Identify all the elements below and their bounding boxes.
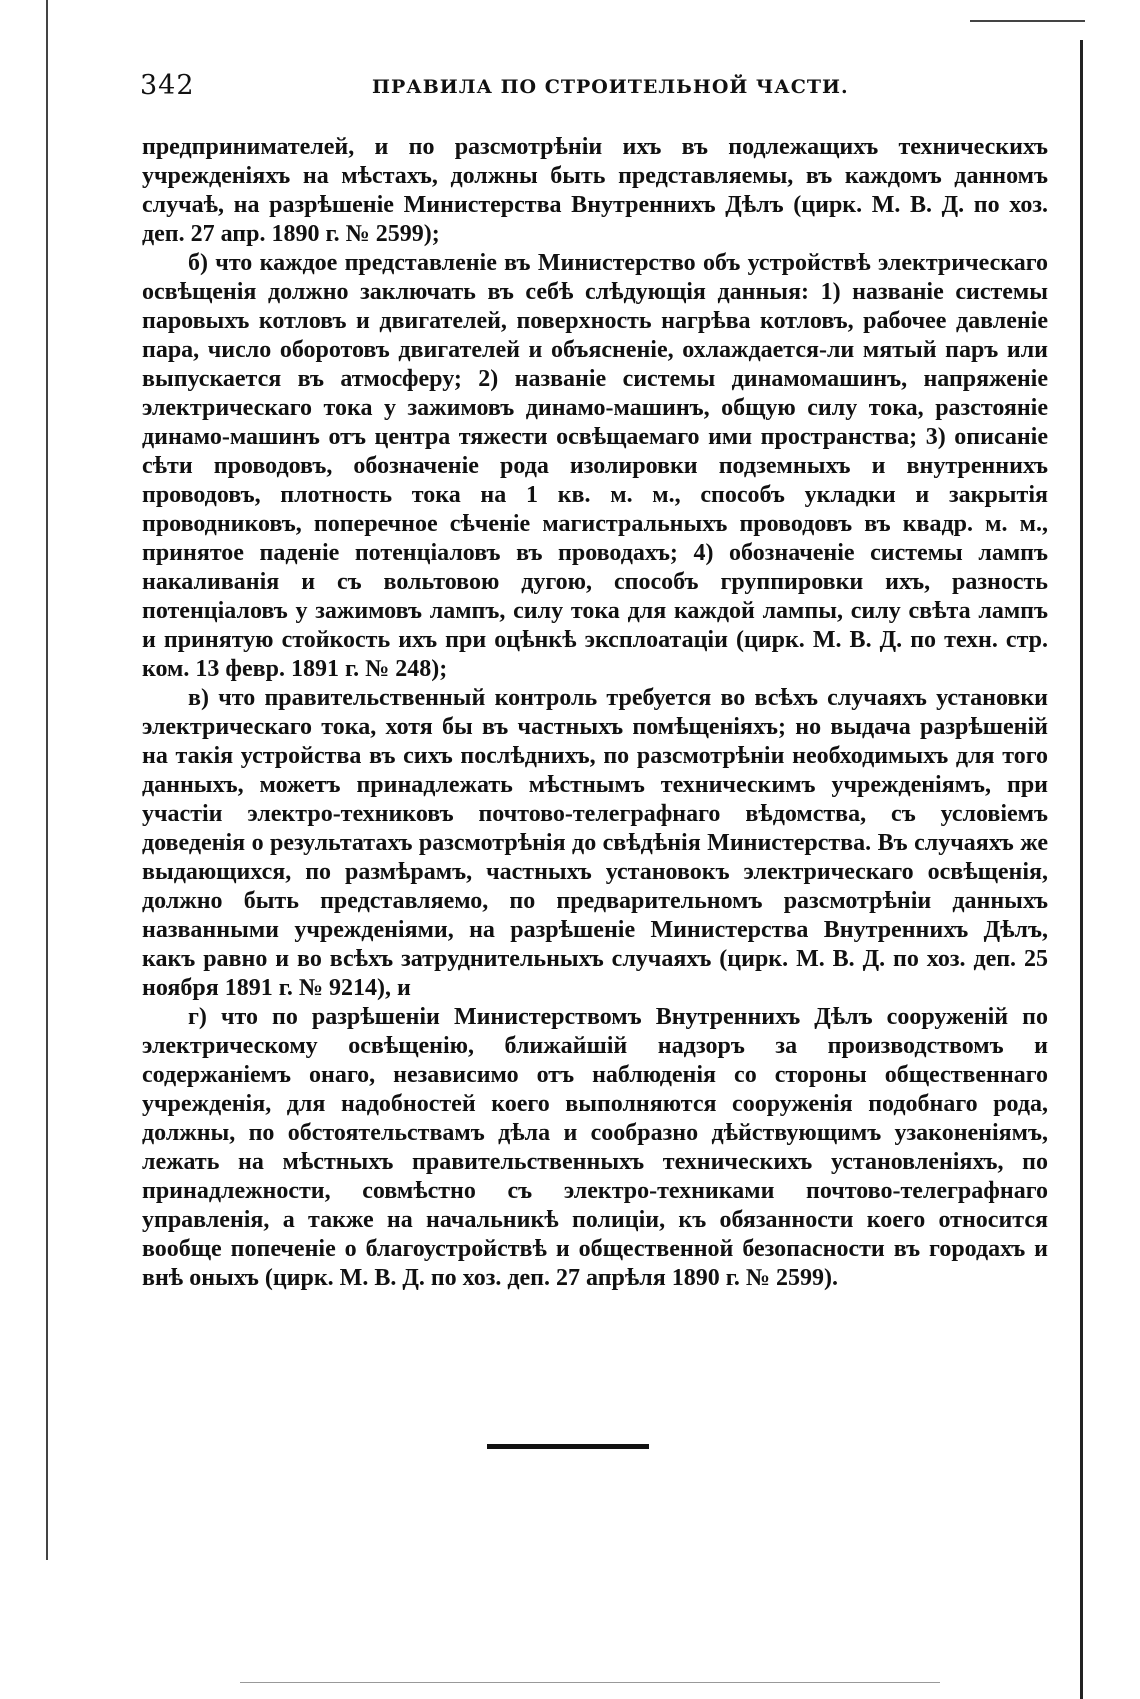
running-title: ПРАВИЛА ПО СТРОИТЕЛЬНОЙ ЧАСТИ. [372,76,849,98]
section-end-rule [487,1444,649,1449]
scan-edge-left [46,0,48,1560]
scan-edge-bottom [240,1682,940,1683]
scan-edge-right [1080,40,1083,1699]
page-number: 342 [140,70,195,101]
paragraph-g: г) что по разрѣшеніи Министерствомъ Внутреннихъ Дѣлъ сооруженій по электрическому освѣщенію, ближайшій надзоръ за производствомъ и содержаніемъ онаго, независимо отъ наблюденія со стороны общественнаго учрежденія, для надобностей коего выполняются сооруженія подобнаго рода, должны, по обстоятельствамъ дѣла и сообразно дѣйствующимъ узаконеніямъ, лежать на мѣстныхъ правительственныхъ техническихъ установленіяхъ, по принадлежности, совмѣстно съ электро-техниками почтово-телеграфнаго управленія, а также на начальникѣ полиціи, къ обязанности коего относится вообще попеченіе о благоустройствѣ и общественной безопасности въ городахъ и внѣ оныхъ (цирк. М. В. Д. по хоз. деп. 27 апрѣля 1890 г. № 2599). [142,1004,1048,1291]
body-text [142,133,1048,1293]
paragraph-b: б) что каждое представленіе въ Министерство объ устройствѣ электрическаго освѣщенія должно заключать въ себѣ слѣдующія данныя: 1) названіе системы паровыхъ котловъ и двигателей, поверхность нагрѣва котловъ, рабочее давленіе пара, число оборотовъ двигателей и объясненіе, охлаждается-ли мятый паръ или выпускается въ атмосферу; 2) названіе системы динамомашинъ, напряженіе электрическаго тока у зажимовъ динамо-машинъ, общую силу тока, разстояніе динамо-машинъ отъ центра тяжести освѣщаемаго ими пространства; 3) описаніе сѣти проводовъ, обозначеніе рода изолировки подземныхъ и внутреннихъ проводовъ, плотность тока на 1 кв. м. м., способъ укладки и закрытія проводниковъ, поперечное сѣченіе магистральныхъ проводовъ въ квадр. м. м., принятое паденіе потенціаловъ въ проводахъ; 4) обозначеніе системы лампъ накаливанія и съ вольтовою дугою, способъ группировки ихъ, разность потенціаловъ у зажимовъ лампъ, силу тока для каждой лампы, силу свѣта лампъ и принятую стойкость ихъ при оцѣнкѣ эксплоатаціи (цирк. М. В. Д. по техн. стр. ком. 13 февр. 1891 г. № 248); [142,250,1048,682]
scan-edge-top-right [970,20,1085,22]
paragraph-continuation: предпринимателей, и по разсмотрѣніи ихъ въ подлежащихъ техническихъ учрежденіяхъ на мѣстахъ, должны быть представляемы, въ каждомъ данномъ случаѣ, на разрѣшеніе Министерства Внутреннихъ Дѣлъ (цирк. М. В. Д. по хоз. деп. 27 апр. 1890 г. № 2599); [142,134,1048,247]
paragraph-v: в) что правительственный контроль требуется во всѣхъ случаяхъ установки электрическаго тока, хотя бы въ частныхъ помѣщеніяхъ; но выдача разрѣшеній на такія устройства въ сихъ послѣднихъ, по разсмотрѣніи необходимыхъ для того данныхъ, можетъ принадлежать мѣстнымъ техническимъ учрежденіямъ, при участіи электро-техниковъ почтово-телеграфнаго вѣдомства, съ условіемъ доведенія о результатахъ разсмотрѣнія до свѣдѣнія Министерства. Въ случаяхъ же выдающихся, по размѣрамъ, частныхъ установокъ электрическаго освѣщенія, должно быть представляемо, по предварительномъ разсмотрѣніи данныхъ названными учрежденіями, на разрѣшеніе Министерства Внутреннихъ Дѣлъ, какъ равно и во всѣхъ затруднительныхъ случаяхъ (цирк. М. В. Д. по хоз. деп. 25 ноября 1891 г. № 9214), и [142,685,1048,1001]
